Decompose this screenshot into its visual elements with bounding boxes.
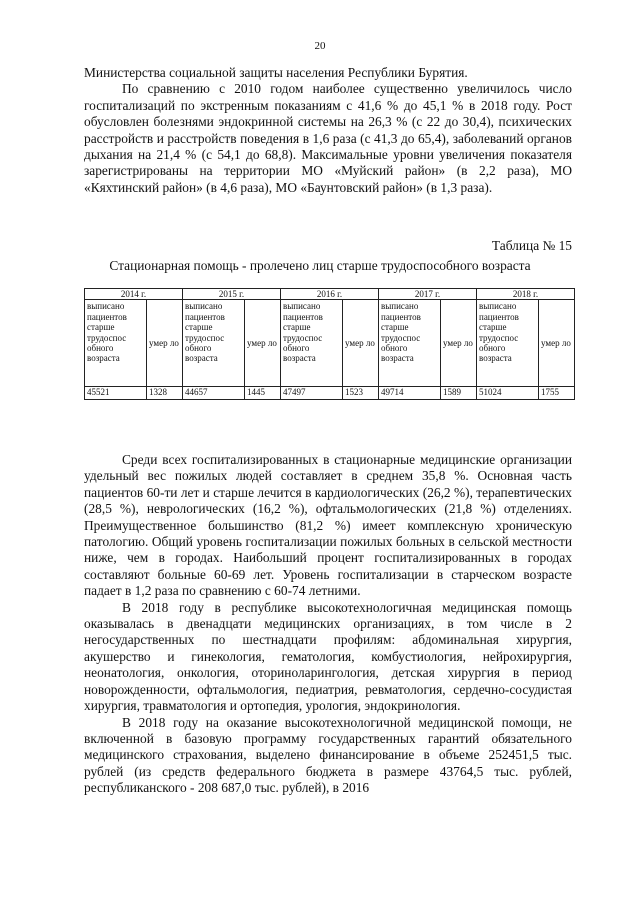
table-year-header-row — [85, 289, 575, 300]
year-header: 2018 г. — [477, 289, 575, 300]
paragraph-continuation: Министерства социальной защиты населения Республики Бурятия. — [84, 65, 468, 80]
page-number: 20 — [314, 40, 326, 52]
table-cell: 1328 — [147, 387, 183, 400]
table-number-label: Таблица № 15 — [491, 238, 572, 253]
paragraph-elderly-hospitalization: Среди всех госпитализированных в стационарные медицинские организации удельный вес пожилых людей составляет в среднем 35,8 %. Основная часть пациентов 60-ти лет и старше лечится в кардиологических (26,2 %), терапевтических (28,5 %), неврологических (16,2 %), офтальмологических (21,8 %) отделениях. Преимущественное большинство (81,2 %) имеет комплексную хроническую патологию. Общий уровень госпитализации пожилых больных в сельской местности ниже, чем в городах. Наибольший процент госпитализированных в городах составляют больные 60-69 лет. Уровень госпитализации в старческом возрасте падает в 1,2 раза по сравнению с 60-74 летними. — [84, 452, 572, 599]
table-cell: 49714 — [379, 387, 441, 400]
discharged-subheader: выписано пациентов старше трудоспос обного возраста — [281, 300, 343, 387]
discharged-subheader: выписано пациентов старше трудоспос обного возраста — [477, 300, 539, 387]
discharged-subheader: выписано пациентов старше трудоспос обного возраста — [379, 300, 441, 387]
table-row — [85, 387, 575, 400]
died-subheader: умер ло — [245, 300, 281, 387]
year-header: 2017 г. — [379, 289, 477, 300]
discharged-subheader: выписано пациентов старше трудоспос обного возраста — [183, 300, 245, 387]
table-cell: 1755 — [539, 387, 575, 400]
died-subheader: умер ло — [343, 300, 379, 387]
paragraph-funding: В 2018 году на оказание высокотехнологичной медицинской помощи, не включенной в базовую программу государственных гарантий обязательного медицинского страхования, выделено финансирование в объеме 252451,5 тыс. рублей (из средств федерального бюджета в размере 43764,5 тыс. рублей, республиканского - 208 687,0 тыс. рублей), в 2016 — [84, 714, 572, 796]
text-block-bottom — [84, 452, 572, 797]
table-cell: 47497 — [281, 387, 343, 400]
table-cell: 1589 — [441, 387, 477, 400]
discharged-subheader: выписано пациентов старше трудоспос обного возраста — [85, 300, 147, 387]
table-cell: 44657 — [183, 387, 245, 400]
paragraph-hospitalization-growth: По сравнению с 2010 годом наиболее существенно увеличилось число госпитализаций по экстренным показаниям с 41,6 % до 45,1 % в 2018 году. Рост обусловлен болезнями эндокринной системы на 26,3 % (с 22 до 30,4), психических расстройств и расстройств поведения в 1,6 раза (с 41,3 до 65,4), заболеваний органов дыхания на 21,4 % (с 54,1 до 68,8). Максимальные уровни увеличения показателя зарегистрированы на территории МО «Муйский район» (в 2,2 раза), МО «Кяхтинский район» (в 4,6 раза), МО «Баунтовский район» (в 1,3 раза). — [84, 81, 572, 195]
died-subheader: умер ло — [441, 300, 477, 387]
died-subheader: умер ло — [539, 300, 575, 387]
table-cell: 1445 — [245, 387, 281, 400]
paragraph-high-tech-care: В 2018 году в республике высокотехнологичная медицинская помощь оказывалась в двенадцати медицинских организациях, в том числе в 2 негосударственных по шестнадцати профилям: абдоминальная хирургия, акушерство и гинекология, гематология, комбустиология, нейрохирургия, неонатология, онкология, оториноларингология, детская хирургия в период новорожденности, офтальмология, педиатрия, ревматология, сердечно-сосудистая хирургия, травматология и ортопедия, урология, эндокринология. — [84, 599, 572, 714]
year-header: 2014 г. — [85, 289, 183, 300]
died-subheader: умер ло — [147, 300, 183, 387]
table-cell: 51024 — [477, 387, 539, 400]
table-cell: 1523 — [343, 387, 379, 400]
table-caption: Стационарная помощь - пролечено лиц старше трудоспособного возраста — [109, 258, 531, 273]
table-subheader-row — [85, 300, 575, 387]
text-block-top — [84, 65, 572, 196]
inpatient-care-table — [84, 288, 575, 400]
year-header: 2015 г. — [183, 289, 281, 300]
year-header: 2016 г. — [281, 289, 379, 300]
table-cell: 45521 — [85, 387, 147, 400]
